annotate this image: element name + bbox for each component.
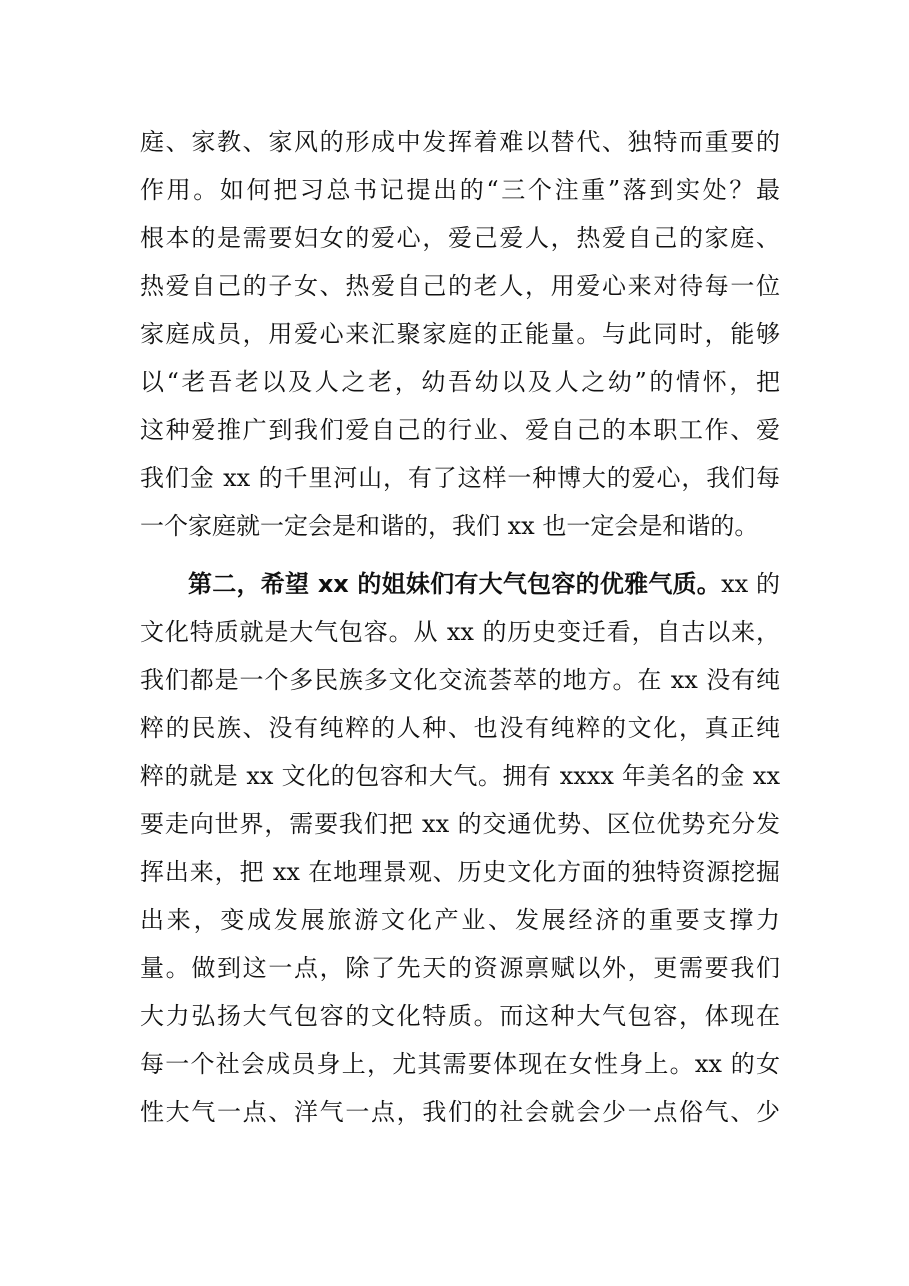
text-line: 家庭成员，用爱心来汇聚家庭的正能量。与此同时，能够 xyxy=(140,320,780,348)
paragraph-family-love xyxy=(140,118,780,550)
paragraph-inclusive-temperament xyxy=(140,560,780,1136)
text-line: 热爱自己的子女、热爱自己的老人，用爱心来对待每一位 xyxy=(140,272,780,300)
text-line: 出来，变成发展旅游文化产业、发展经济的重要支撑力 xyxy=(140,906,780,934)
text-line: 作用。如何把习总书记提出的“三个注重”落到实处？最 xyxy=(140,176,780,204)
text-line: 一个家庭就一定会是和谐的，我们 xx 也一定会是和谐的。 xyxy=(140,512,759,540)
text-line: 量。做到这一点，除了先天的资源禀赋以外，更需要我们 xyxy=(140,954,780,982)
text-line: 根本的是需要妇女的爱心，爱己爱人，热爱自己的家庭、 xyxy=(140,224,780,252)
text-line: 粹的就是 xx 文化的包容和大气。拥有 xxxx 年美名的金 xx xyxy=(140,762,780,790)
text-line: 大力弘扬大气包容的文化特质。而这种大气包容，体现在 xyxy=(140,1002,780,1030)
text-line: 我们都是一个多民族多文化交流荟萃的地方。在 xx 没有纯 xyxy=(140,666,780,694)
text-line: 我们金 xx 的千里河山，有了这样一种博大的爱心，我们每 xyxy=(140,464,780,492)
text-line: 性大气一点、洋气一点，我们的社会就会少一点俗气、少 xyxy=(140,1098,780,1126)
text-line: 每一个社会成员身上，尤其需要体现在女性身上。xx 的女 xyxy=(140,1050,780,1078)
paragraph-first-line xyxy=(140,560,780,608)
text-line: 以“老吾老以及人之老，幼吾幼以及人之幼”的情怀，把 xyxy=(140,368,780,396)
text-line: 庭、家教、家风的形成中发挥着难以替代、独特而重要的 xyxy=(140,128,780,156)
text-line: 要走向世界，需要我们把 xx 的交通优势、区位优势充分发 xyxy=(140,810,780,838)
text-line: 挥出来，把 xx 在地理景观、历史文化方面的独特资源挖掘 xyxy=(140,858,780,886)
text-line: 粹的民族、没有纯粹的人种、也没有纯粹的文化，真正纯 xyxy=(140,714,780,742)
text-line: 文化特质就是大气包容。从 xx 的历史变迁看，自古以来， xyxy=(140,618,780,646)
section-heading: 第二，希望 xx 的姐妹们有大气包容的优雅气质。 xyxy=(188,570,722,598)
heading-continuation: xx 的 xyxy=(721,570,781,598)
text-line: 这种爱推广到我们爱自己的行业、爱自己的本职工作、爱 xyxy=(140,416,780,444)
